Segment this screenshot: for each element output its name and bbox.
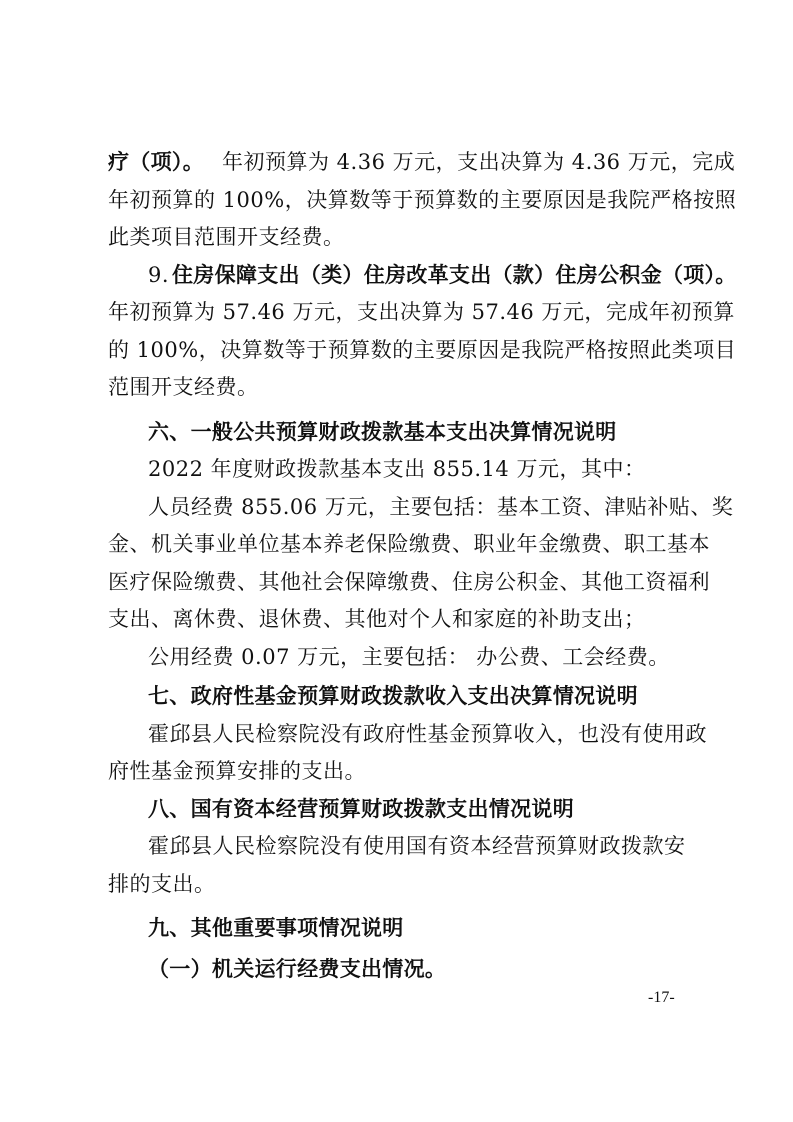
item-heading: 住房保障支出（类）住房改革支出（款）住房公积金（项）。 [172, 263, 737, 287]
paragraph-line: 的 100%，决算数等于预算数的主要原因是我院严格按照此类项目 [108, 338, 737, 362]
paragraph-line: 金、机关事业单位基本养老保险缴费、职业年金缴费、职工基本 [108, 532, 710, 556]
item-number: 9. [148, 263, 170, 287]
paragraph-line: 府性基金预算安排的支出。 [108, 759, 366, 783]
paragraph-line: 霍邱县人民检察院没有政府性基金预算收入，也没有使用政 [148, 722, 707, 746]
paragraph-line: 年初预算的 100%，决算数等于预算数的主要原因是我院严格按照 [108, 188, 737, 212]
paragraph-line: 人员经费 855.06 万元，主要包括：基本工资、津贴补贴、奖 [148, 495, 734, 519]
paragraph-line: 支出、离休费、退休费、其他对个人和家庭的补助支出； [108, 607, 646, 631]
section-heading-8: 八、国有资本经营预算财政拨款支出情况说明 [148, 797, 574, 821]
paragraph-line: 范围开支经费。 [108, 375, 259, 399]
paragraph-line: 霍邱县人民检察院没有使用国有资本经营预算财政拨款安 [148, 834, 686, 858]
paragraph-line: 排的支出。 [108, 872, 216, 896]
section-heading-9: 九、其他重要事项情况说明 [148, 916, 404, 940]
page-number: -17- [648, 989, 675, 1006]
paragraph-line-bold-lead: 疗（项）。 [108, 150, 204, 174]
paragraph-line: 医疗保险缴费、其他社会保障缴费、住房公积金、其他工资福利 [108, 570, 710, 594]
paragraph-line: 年初预算为 4.36 万元，支出决算为 4.36 万元，完成 [222, 150, 736, 174]
section-heading-7: 七、政府性基金预算财政拨款收入支出决算情况说明 [148, 684, 638, 708]
paragraph-line: 公用经费 0.07 万元，主要包括： 办公费、工会经费。 [148, 645, 670, 669]
paragraph-line: 此类项目范围开支经费。 [108, 225, 345, 249]
paragraph-line: 2022 年度财政拨款基本支出 855.14 万元，其中： [148, 457, 646, 481]
section-heading-6: 六、一般公共预算财政拨款基本支出决算情况说明 [148, 420, 617, 444]
subsection-heading: （一）机关运行经费支出情况。 [148, 957, 447, 981]
paragraph-line: 年初预算为 57.46 万元，支出决算为 57.46 万元，完成年初预算 [108, 300, 735, 324]
